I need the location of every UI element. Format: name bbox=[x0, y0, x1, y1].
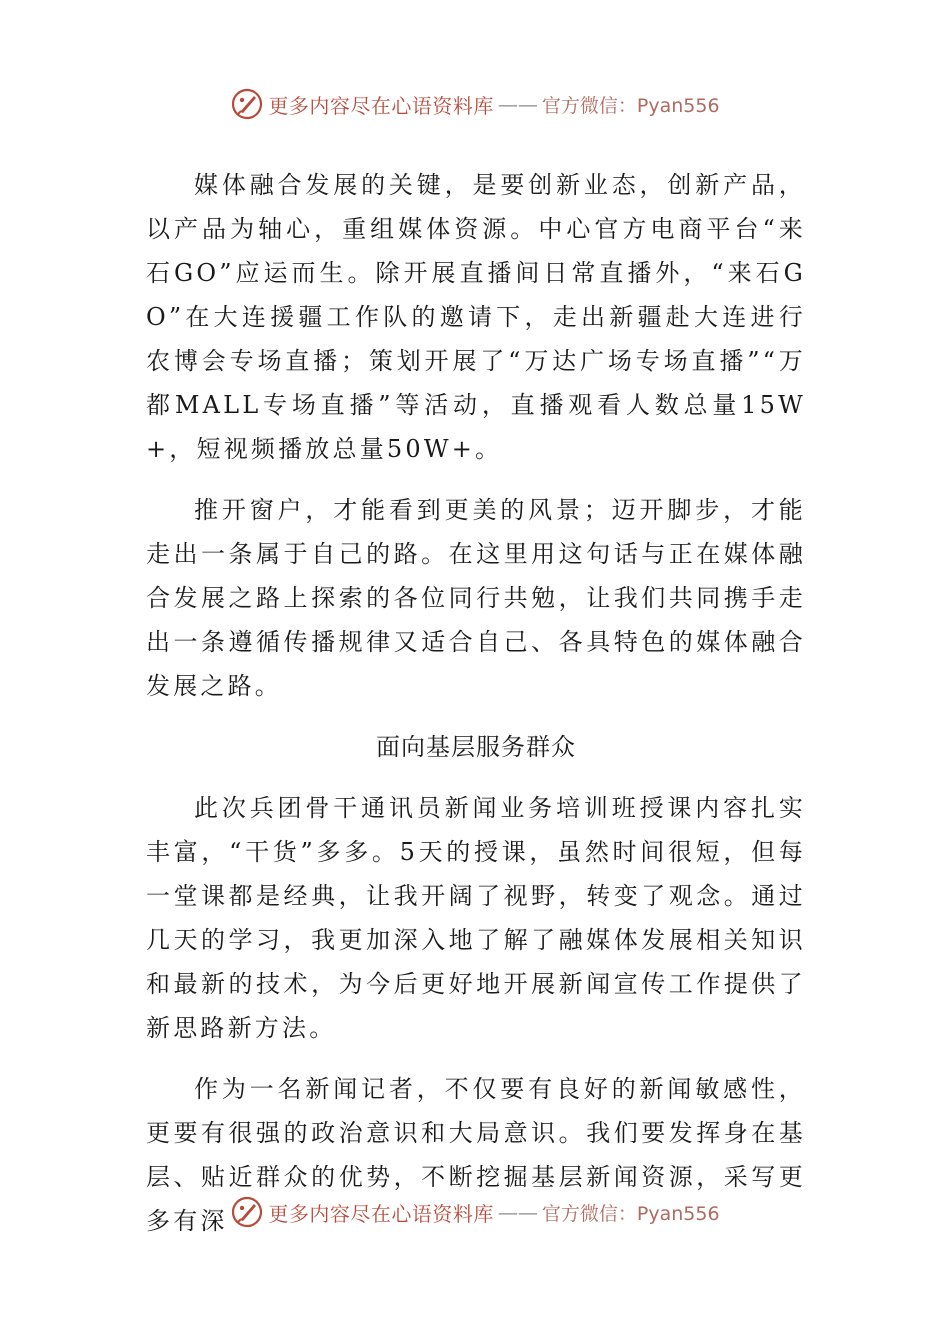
footer-wechat: 官方微信：Pyan556 bbox=[541, 1202, 720, 1225]
footer-banner bbox=[0, 1192, 950, 1232]
document-body bbox=[146, 163, 806, 1243]
paragraph-1: 媒体融合发展的关键，是要创新业态，创新产品，以产品为轴心，重组媒体资源。中心官方电商平台“来石GO”应运而生。除开展直播间日常直播外，“来石GO”在大连援疆工作队的邀请下，走出新疆赴大连进行农博会专场直播；策划开展了“万达广场专场直播”“万都MALL专场直播”等活动，直播观看人数总量15W+，短视频播放总量50W+。 bbox=[146, 171, 806, 463]
quill-pen-circle-icon bbox=[230, 87, 264, 121]
paragraph-3: 此次兵团骨干通讯员新闻业务培训班授课内容扎实丰富，“干货”多多。5天的授课，虽然时间很短，但每一堂课都是经典，让我开阔了视野，转变了观念。通过几天的学习，我更加深入地了解了融媒体发展相关知识和最新的技术，为今后更好地开展新闻宣传工作提供了新思路新方法。 bbox=[146, 794, 806, 1042]
section-heading: 面向基层服务群众 bbox=[376, 733, 576, 761]
footer-dash: —— bbox=[497, 1200, 538, 1224]
banner-brand: 更多内容尽在心语资料库 bbox=[268, 93, 494, 118]
banner-wechat: 官方微信：Pyan556 bbox=[541, 94, 720, 117]
paragraph-4: 作为一名新闻记者，不仅要有良好的新闻敏感性，更要有很强的政治意识和大局意识。我们要发挥身在基层、贴近群众的优势，不断挖掘基层新闻资源，采写更多有深 bbox=[146, 1075, 806, 1235]
banner-dash: —— bbox=[497, 92, 538, 116]
quill-pen-circle-icon bbox=[230, 1195, 264, 1229]
paragraph-2: 推开窗户，才能看到更美的风景；迈开脚步，才能走出一条属于自己的路。在这里用这句话与正在媒体融合发展之路上探索的各位同行共勉，让我们共同携手走出一条遵循传播规律又适合自己、各具特色的媒体融合发展之路。 bbox=[146, 496, 806, 700]
footer-brand: 更多内容尽在心语资料库 bbox=[268, 1201, 494, 1226]
header-banner bbox=[0, 84, 950, 124]
